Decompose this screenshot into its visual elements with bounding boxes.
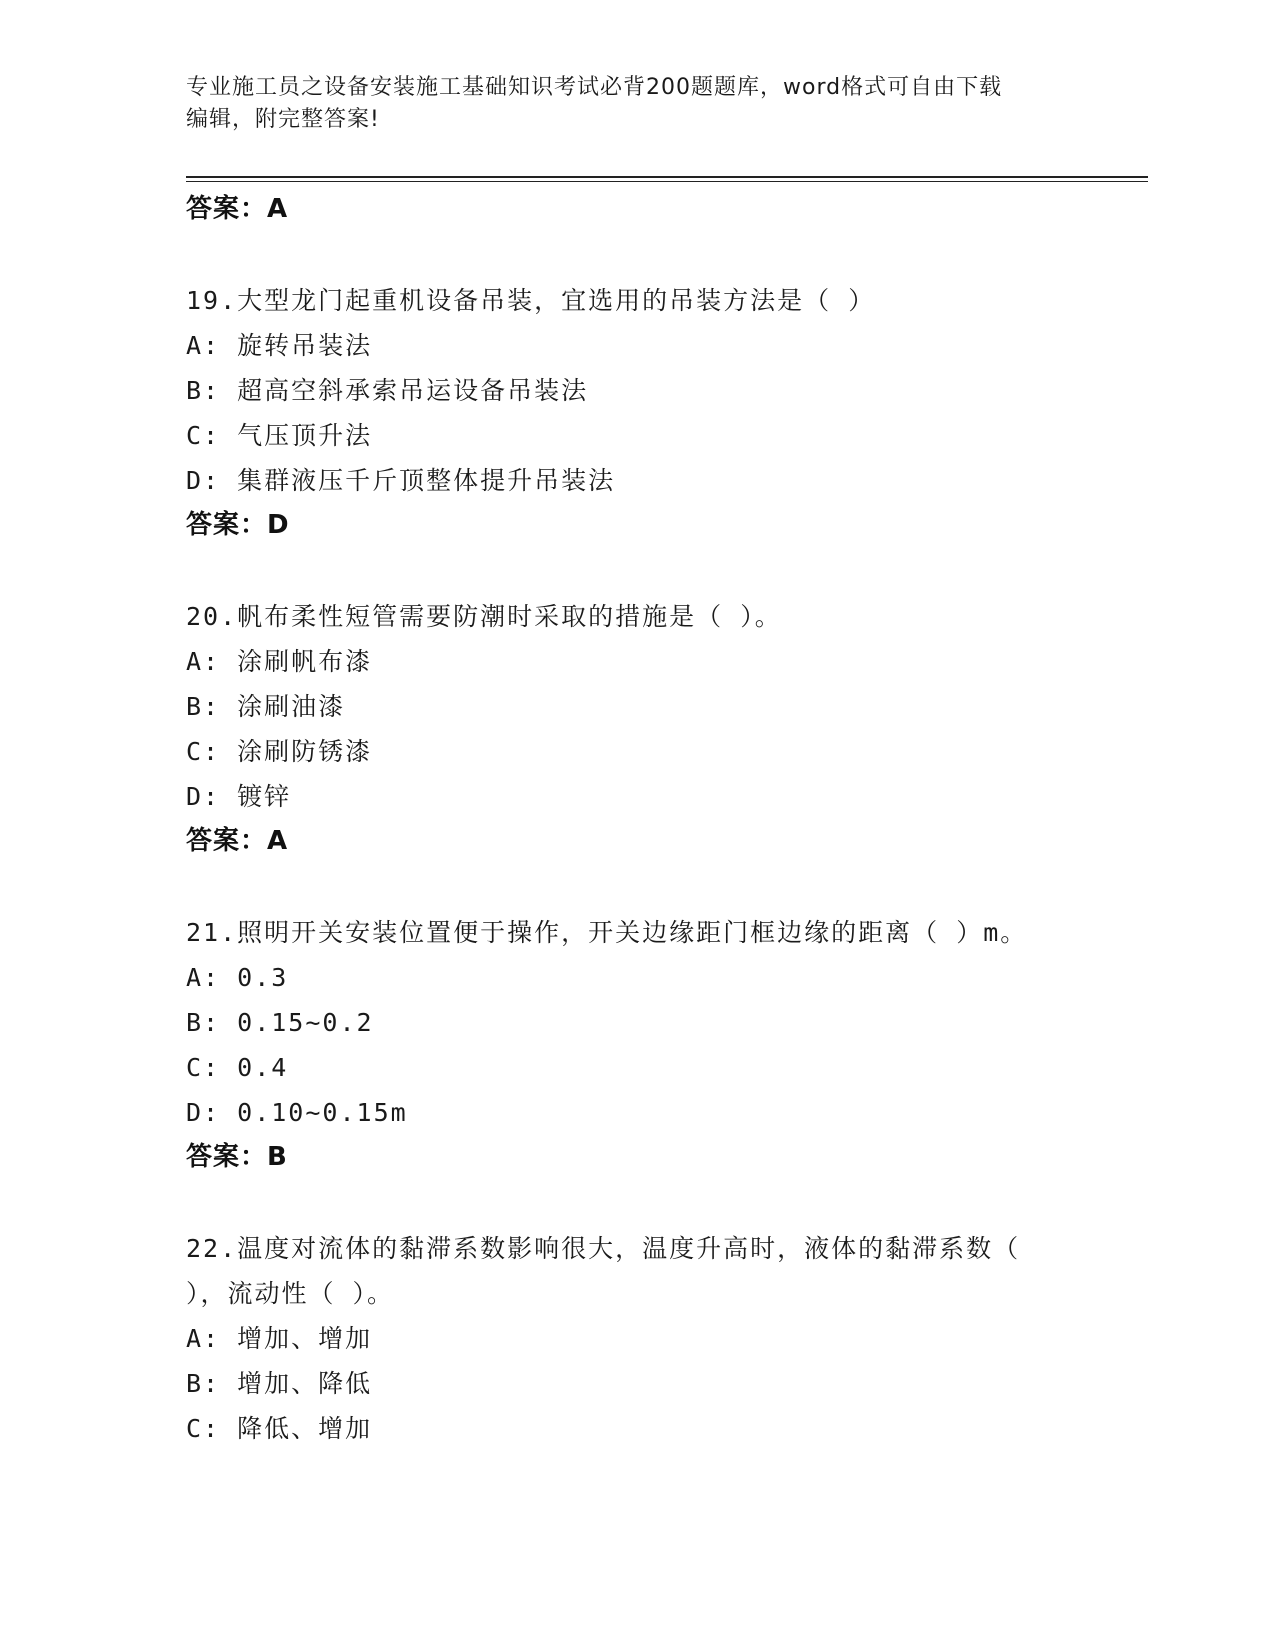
header-divider-thin: [186, 181, 1148, 182]
spacer: [186, 548, 1086, 594]
question-list: [186, 187, 1086, 1451]
option-a: A: 涂刷帆布漆: [186, 647, 373, 676]
option-d: D: 集群液压千斤顶整体提升吊装法: [186, 466, 616, 495]
question-22: [186, 1226, 1086, 1451]
question-stem: 21.照明开关安装位置便于操作，开关边缘距门框边缘的距离（ ）m。: [186, 918, 1028, 947]
answer-line: 答案：D: [186, 510, 290, 540]
question-stem-line-1: 22.温度对流体的黏滞系数影响很大，温度升高时，液体的黏滞系数（: [186, 1234, 1021, 1263]
header-line-1: 专业施工员之设备安装施工基础知识考试必背200题题库，word格式可自由下载: [186, 75, 1003, 100]
answer-line: 答案：A: [186, 194, 289, 224]
option-c: C: 0.4: [186, 1053, 289, 1082]
spacer: [186, 1180, 1086, 1226]
spacer: [186, 232, 1086, 278]
option-c: C: 气压顶升法: [186, 421, 373, 450]
question-19: [186, 278, 1086, 548]
answer-line: 答案：B: [186, 1142, 288, 1172]
option-a: A: 增加、增加: [186, 1324, 373, 1353]
question-stem: 19.大型龙门起重机设备吊装，宜选用的吊装方法是（ ）: [186, 286, 876, 315]
option-c: C: 涂刷防锈漆: [186, 737, 373, 766]
option-a: A: 0.3: [186, 963, 289, 992]
option-a: A: 旋转吊装法: [186, 331, 373, 360]
document-header: [186, 72, 1066, 136]
question-stem-line-2: ），流动性（ ）。: [186, 1279, 395, 1308]
option-d: D: 镀锌: [186, 782, 292, 811]
header-line-2: 编辑，附完整答案!: [186, 107, 380, 132]
option-b: B: 涂刷油漆: [186, 692, 346, 721]
answer-line: 答案：A: [186, 826, 289, 856]
option-b: B: 超高空斜承索吊运设备吊装法: [186, 376, 589, 405]
question-21: [186, 910, 1086, 1180]
option-c: C: 降低、增加: [186, 1414, 373, 1443]
question-20: [186, 594, 1086, 864]
option-b: B: 增加、降低: [186, 1369, 373, 1398]
spacer: [186, 864, 1086, 910]
header-divider-thick: [186, 176, 1148, 178]
option-d: D: 0.10~0.15m: [186, 1098, 408, 1127]
option-b: B: 0.15~0.2: [186, 1008, 374, 1037]
question-stem: 20.帆布柔性短管需要防潮时采取的措施是（ ）。: [186, 602, 782, 631]
